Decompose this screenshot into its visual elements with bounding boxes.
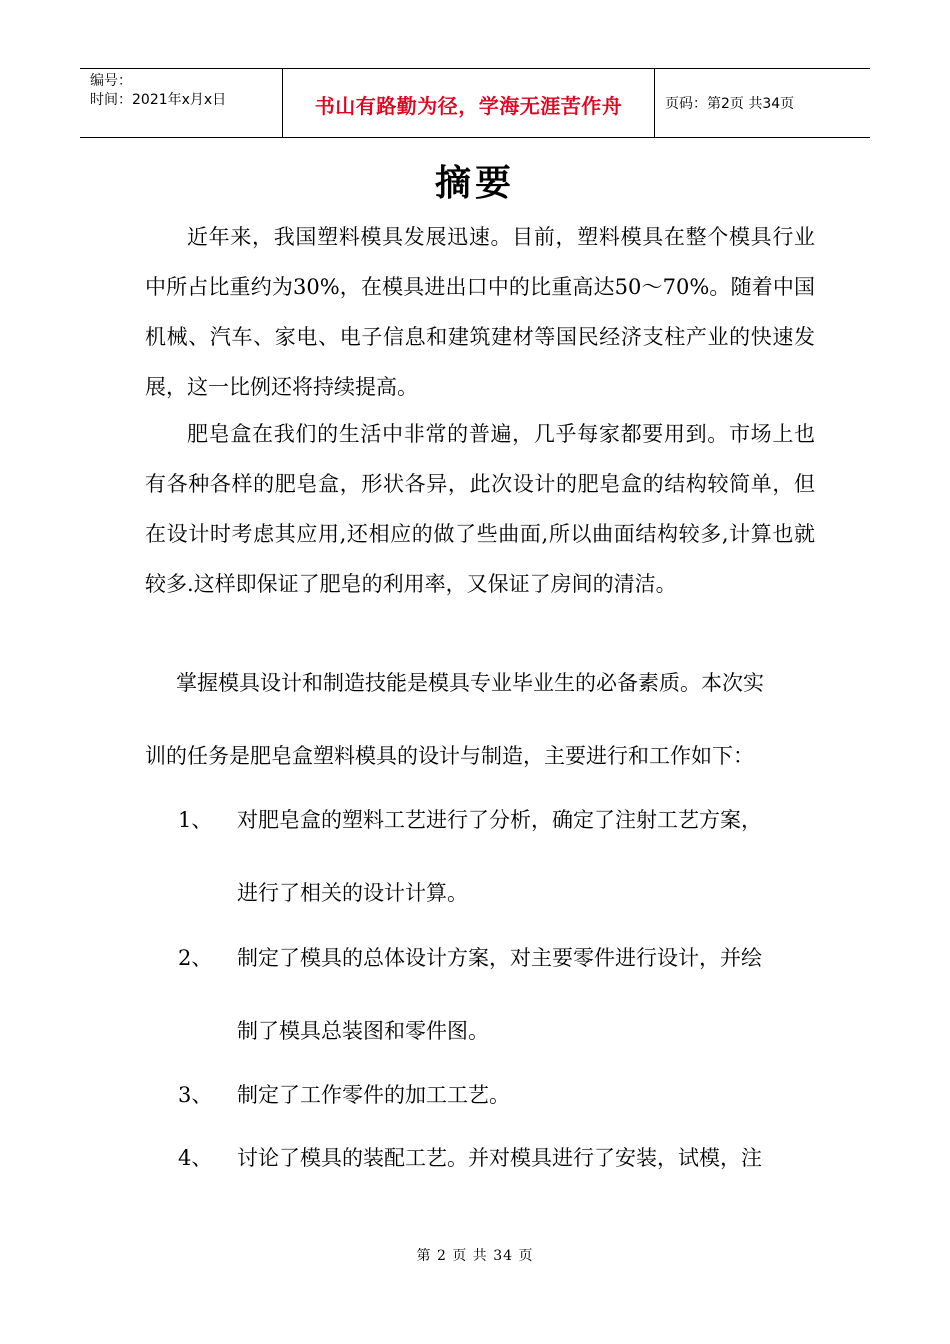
document-date: 时间：2021年x月x日 bbox=[90, 92, 227, 108]
list-item-text: 讨论了模具的装配工艺。并对模具进行了安装，试模，注 bbox=[237, 1146, 762, 1170]
header-page-cell bbox=[655, 69, 870, 137]
list-item-number: 4、 bbox=[178, 1146, 213, 1170]
list-item-text: 对肥皂盒的塑料工艺进行了分析，确定了注射工艺方案， bbox=[237, 808, 762, 832]
list-item-text: 制定了模具的总体设计方案，对主要零件进行设计，并绘 bbox=[237, 946, 762, 970]
header-motto-cell bbox=[283, 69, 655, 137]
header-meta-cell bbox=[80, 69, 283, 137]
header-table bbox=[80, 68, 870, 138]
abstract-paragraph-1: 近年来，我国塑料模具发展迅速。目前，塑料模具在整个模具行业中所占比重约为30%，在模具进出口中的比重高达50～70%。随着中国机械、汽车、家电、电子信息和建筑建材等国民经济支柱产业的快速发展，这一比例还将持续提高。 bbox=[145, 225, 815, 399]
list-item-number: 1、 bbox=[178, 808, 213, 832]
abstract-paragraph-3-line-2: 训的任务是肥皂盒塑料模具的设计与制造，主要进行和工作如下： bbox=[145, 744, 754, 768]
list-item-number: 3、 bbox=[178, 1083, 213, 1107]
list-item-text: 制定了工作零件的加工工艺。 bbox=[237, 1083, 510, 1107]
abstract-paragraph-2: 肥皂盒在我们的生活中非常的普遍，几乎每家都要用到。市场上也有各种各样的肥皂盒，形状各异，此次设计的肥皂盒的结构较简单，但在设计时考虑其应用,还相应的做了些曲面,所以曲面结构较多,计算也就较多.这样即保证了肥皂的利用率，又保证了房间的清洁。 bbox=[145, 422, 815, 596]
list-item-text-continued: 制了模具总装图和零件图。 bbox=[237, 1019, 489, 1043]
page-footer: 第 2 页 共 34 页 bbox=[416, 1248, 534, 1264]
list-item-text-continued: 进行了相关的设计计算。 bbox=[237, 881, 468, 905]
header-motto: 书山有路勤为径，学海无涯苦作舟 bbox=[314, 93, 623, 118]
document-number-label: 编号： bbox=[90, 73, 132, 89]
page-title: 摘要 bbox=[434, 163, 515, 204]
abstract-paragraph-3-line-1: 掌握模具设计和制造技能是模具专业毕业生的必备素质。本次实 bbox=[176, 671, 764, 695]
header-page-info: 页码：第2页 共34页 bbox=[665, 96, 795, 112]
list-item-number: 2、 bbox=[178, 946, 213, 970]
